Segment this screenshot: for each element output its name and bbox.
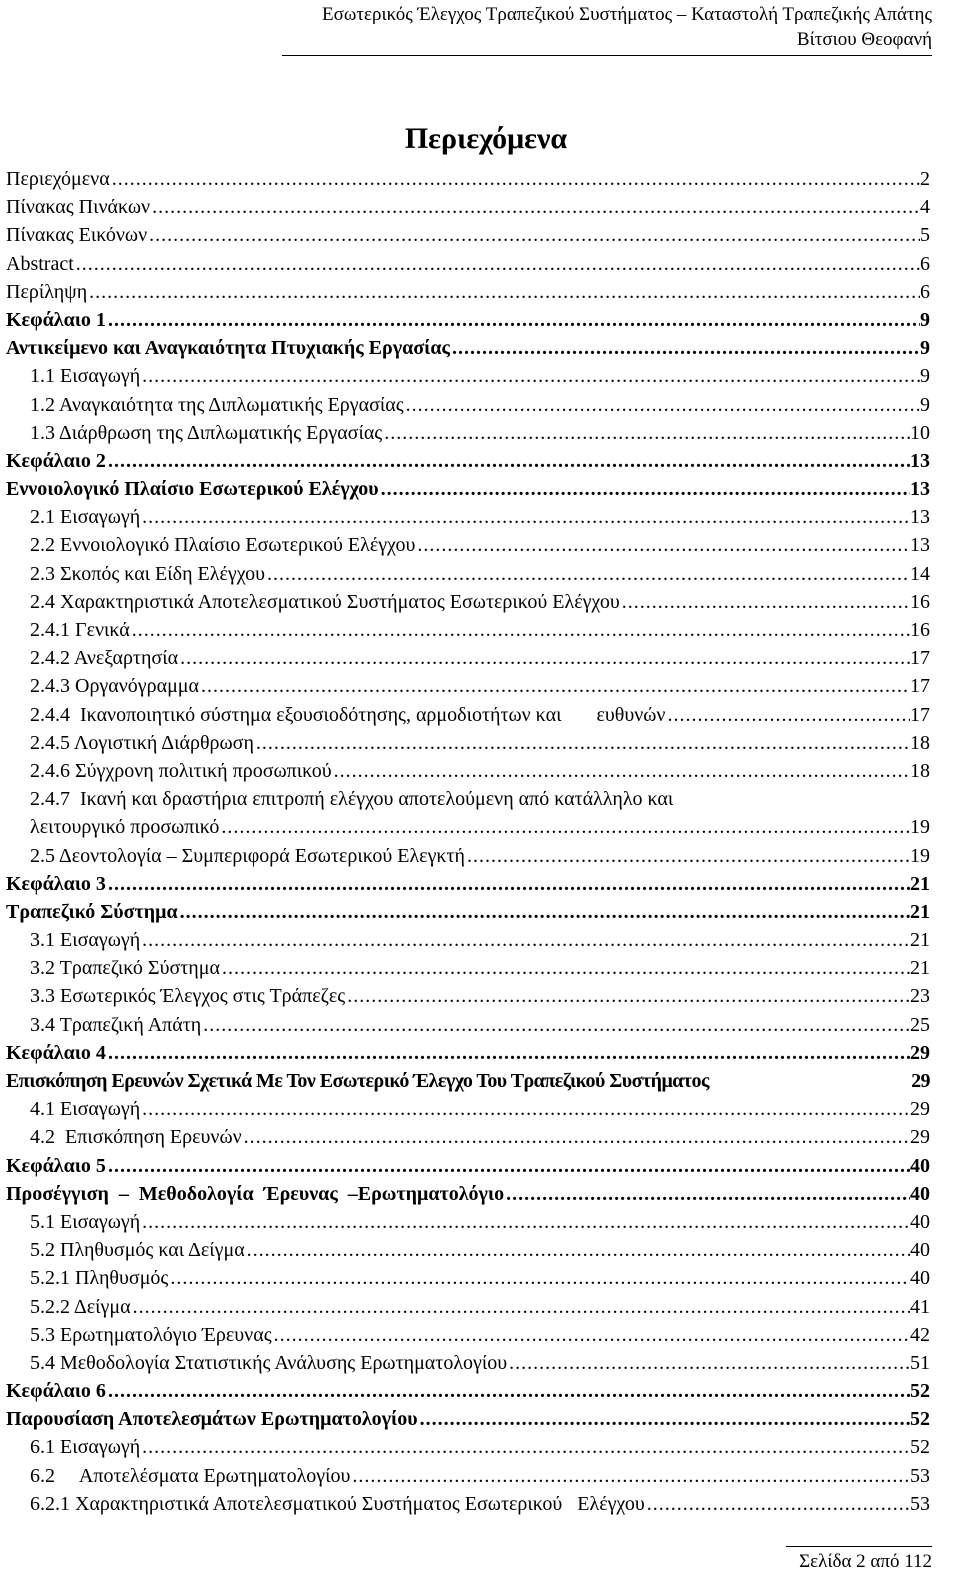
toc-entry[interactable]: 3.2 Τραπεζικό Σύστημα ..... 21 <box>6 957 930 985</box>
toc-entry[interactable]: 2.4.4 Ικανοποιητικό σύστημα εξουσιοδότησης, αρμοδιοτήτων και ευθυνών ..... 17 <box>6 704 930 732</box>
toc-entry[interactable]: 6.1 Εισαγωγή ..... 52 <box>6 1436 930 1464</box>
toc-entry[interactable]: 5.2.1 Πληθυσμός ..... 40 <box>6 1267 930 1295</box>
toc-entry[interactable]: Προσέγγιση – Μεθοδολογία Έρευνας –Ερωτηματολόγιο ..... 40 <box>6 1183 930 1211</box>
toc-entry[interactable]: Περίληψη ..... 6 <box>6 281 930 309</box>
toc-entry[interactable]: Τραπεζικό Σύστημα ..... 21 <box>6 901 930 929</box>
toc-entry[interactable]: 2.4.5 Λογιστική Διάρθρωση ..... 18 <box>6 732 930 760</box>
toc-entry[interactable]: 2.3 Σκοπός και Είδη Ελέγχου ..... 14 <box>6 563 930 591</box>
toc-entry[interactable]: Περιεχόμενα ..... 2 <box>6 168 930 196</box>
toc-entry[interactable]: 2.5 Δεοντολογία – Συμπεριφορά Εσωτερικού Ελεγκτή ..... 19 <box>6 845 930 873</box>
toc-entry[interactable]: Κεφάλαιο 1 ..... 9 <box>6 309 930 337</box>
toc-entry[interactable]: 2.4.7 Ικανή και δραστήρια επιτροπή ελέγχου αποτελούμενη από κατάλληλο και <box>30 788 674 811</box>
toc-entry[interactable]: 5.2.2 Δείγμα ..... 41 <box>6 1296 930 1324</box>
toc-entry[interactable]: 3.4 Τραπεζική Απάτη ..... 25 <box>6 1014 930 1042</box>
toc-entry[interactable]: Αντικείμενο και Αναγκαιότητα Πτυχιακής Εργασίας ..... 9 <box>6 337 930 365</box>
toc-entry[interactable]: Abstract ..... 6 <box>6 253 930 281</box>
toc-entry[interactable]: 2.4.2 Ανεξαρτησία ..... 17 <box>6 647 930 675</box>
toc-entry[interactable]: Επισκόπηση Ερευνών Σχετικά Με Τον Εσωτερικό Έλεγχο Του Τραπεζικού Συστήματος 29 <box>6 1070 930 1092</box>
header-rule <box>282 55 932 56</box>
toc-entry[interactable]: Κεφάλαιο 6 ..... 52 <box>6 1380 930 1408</box>
toc-entry[interactable]: Παρουσίαση Αποτελεσμάτων Ερωτηματολογίου ..... 52 <box>6 1408 930 1436</box>
toc-entry[interactable]: λειτουργικό προσωπικό ..... 19 <box>6 816 930 844</box>
toc-entry[interactable]: Κεφάλαιο 5 ..... 40 <box>6 1155 930 1183</box>
toc-entry[interactable]: 1.3 Διάρθρωση της Διπλωματικής Εργασίας ..... 10 <box>6 422 930 450</box>
toc-entry[interactable]: 3.3 Εσωτερικός Έλεγχος στις Τράπεζες ..... 23 <box>6 985 930 1013</box>
toc-entry[interactable]: 2.4.3 Οργανόγραμμα ..... 17 <box>6 675 930 703</box>
header-title: Εσωτερικός Έλεγχος Τραπεζικού Συστήματος – Καταστολή Τραπεζικής Απάτης <box>322 4 932 25</box>
toc-entry[interactable]: 4.1 Εισαγωγή ..... 29 <box>6 1098 930 1126</box>
running-header <box>322 2 932 52</box>
footer-rule <box>786 1546 932 1547</box>
toc-entry[interactable]: 5.2 Πληθυσμός και Δείγμα ..... 40 <box>6 1239 930 1267</box>
toc-entry[interactable]: 5.4 Μεθοδολογία Στατιστικής Ανάλυσης Ερωτηματολογίου ..... 51 <box>6 1352 930 1380</box>
toc-entry[interactable]: 2.1 Εισαγωγή ..... 13 <box>6 506 930 534</box>
header-author: Βίτσιου Θεοφανή <box>796 29 932 50</box>
toc-entry[interactable]: Πίνακας Εικόνων ..... 5 <box>6 224 930 252</box>
toc-entry[interactable]: Κεφάλαιο 4 ..... 29 <box>6 1042 930 1070</box>
toc-entry[interactable]: 2.4.6 Σύγχρονη πολιτική προσωπικού ..... 18 <box>6 760 930 788</box>
page-number: Σελίδα 2 από 112 <box>799 1551 932 1572</box>
toc-entry[interactable]: 2.2 Εννοιολογικό Πλαίσιο Εσωτερικού Ελέγχου ..... 13 <box>6 534 930 562</box>
toc-title: Περιεχόμενα <box>404 122 568 155</box>
toc-entry[interactable]: Πίνακας Πινάκων ..... 4 <box>6 196 930 224</box>
toc-entry[interactable]: 1.1 Εισαγωγή ..... 9 <box>6 365 930 393</box>
toc-entry[interactable]: 3.1 Εισαγωγή ..... 21 <box>6 929 930 957</box>
toc-entry[interactable]: 5.1 Εισαγωγή ..... 40 <box>6 1211 930 1239</box>
toc-entry[interactable]: 5.3 Ερωτηματολόγιο Έρευνας ..... 42 <box>6 1324 930 1352</box>
toc-entry[interactable]: 1.2 Αναγκαιότητα της Διπλωματικής Εργασίας ..... 9 <box>6 394 930 422</box>
toc-entry[interactable]: 2.4.1 Γενικά ..... 16 <box>6 619 930 647</box>
table-of-contents <box>6 168 930 1521</box>
toc-entry[interactable]: 6.2 Αποτελέσματα Ερωτηματολογίου ..... 53 <box>6 1465 930 1493</box>
toc-entry[interactable]: Εννοιολογικό Πλαίσιο Εσωτερικού Ελέγχου ..... 13 <box>6 478 930 506</box>
toc-entry[interactable]: Κεφάλαιο 2 ..... 13 <box>6 450 930 478</box>
toc-entry[interactable]: Κεφάλαιο 3 ..... 21 <box>6 873 930 901</box>
toc-entry[interactable]: 2.4 Χαρακτηριστικά Αποτελεσματικού Συστήματος Εσωτερικού Ελέγχου ..... 16 <box>6 591 930 619</box>
toc-entry[interactable]: 6.2.1 Χαρακτηριστικά Αποτελεσματικού Συστήματος Εσωτερικού Ελέγχου ..... 53 <box>6 1493 930 1521</box>
toc-entry[interactable]: 4.2 Επισκόπηση Ερευνών ..... 29 <box>6 1126 930 1154</box>
